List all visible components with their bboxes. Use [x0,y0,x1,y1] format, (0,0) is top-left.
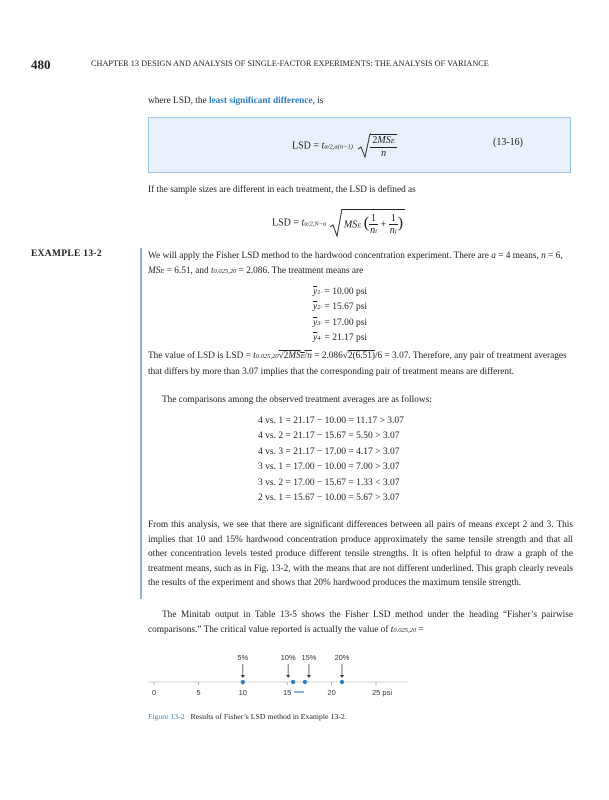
comparison-expr: 17.00 − 10.00 [293,462,347,473]
comparison-expr: 21.17 − 15.67 [293,431,347,442]
intro-term: least significant difference [208,96,313,106]
minitab-text: The Minitab output in Table 13-5 shows the Fisher LSD method under the heading “Fisher’s pairwise comparisons.” The critical value reported is actually the value of [148,610,573,635]
comparison-op: > [375,446,381,457]
comparison-lsd: 3.07 [382,462,400,473]
figure-caption-text: Results of Fisher’s LSD method in Example 13-2. [190,712,347,721]
axis-tick-label: 25 psi [372,688,393,697]
equation-lsd: LSD = tα/2,a(n−1) $\frac{\text{2MSE}}{n}$ [292,134,395,159]
lsd-value-paragraph: The value of LSD is LSD = t0.025,20√2MSE/n = 2.086√2(6.51)/6 = 3.07. Therefore, any pair of treatment averages that differs by more than 3.07 implies that the corresponding pair of treatment means are different. [148,351,567,377]
example-intro: We will apply the Fisher LSD method to the hardwood concentration experiment. There are a = 4 means, n = 6, MSE = 6.51, and t0.025,20 = 2.086. The treatment means are [148,251,563,276]
figure-caption [148,712,347,721]
group-label: 10% [280,653,296,662]
unequal-text: If the sample sizes are different in each treatment, the LSD is defined as [148,185,416,195]
example-divider [140,248,142,599]
mean-point [241,680,245,684]
intro-paragraph [148,94,573,109]
comparison-row: 3 vs. 1 = 17.00 − 10.00 = 7.00 > 3.07 [258,462,400,473]
comparison-pair: 3 vs. 2 [258,477,284,488]
comparison-pair: 2 vs. 1 [258,492,284,503]
axis-tick-label: 0 [151,688,157,697]
group-label: 5% [237,653,249,662]
mean-3: 17.00 psi [332,317,368,328]
arrow-head-icon [307,675,311,678]
comparison-op: > [379,416,385,426]
group-label: 15% [301,653,317,662]
comparison-lsd: 3.07 [382,492,400,503]
equation-lsd-unequal: LSD = tα/2,N−a MSE ( $\frac{1}{ni}$ + $\frac{1}{nj}$ ) [272,208,405,238]
comparison-pair: 3 vs. 1 [258,462,284,473]
mean-1: 10.00 psi [332,287,368,297]
comparison-pair: 4 vs. 1 [258,416,284,426]
intro-text-after: , is [312,96,324,106]
figure-caption-label: Figure 13-2 [148,712,185,721]
comparison-lsd: 3.07 [382,446,400,457]
mean-point [291,680,295,684]
axis-tick-label: 10 [238,688,247,697]
minitab-paragraph: The Minitab output in Table 13-5 shows the Fisher LSD method under the heading “Fisher’s pairwise comparisons.” The critical value reported is actually the value of t0.025,20 = [148,610,573,635]
sqrt-sign-icon [357,133,371,159]
comparisons-table [258,416,404,508]
comparison-row: 2 vs. 1 = 15.67 − 10.00 = 5.67 > 3.07 [258,492,400,503]
mean-point [340,680,344,684]
group-label: 20% [334,653,350,662]
mean-2: 15.67 psi [332,302,368,313]
comparison-expr: 21.17 − 17.00 [293,446,347,457]
intro-text-before: where LSD, the [148,96,209,106]
comparison-expr: 21.17 − 10.00 [293,416,347,426]
comparison-expr: 17.00 − 15.67 [293,477,347,488]
page-number: 480 [31,57,51,72]
comparison-lsd: 3.07 [387,416,404,426]
comparison-expr: 15.67 − 10.00 [293,492,347,503]
figure-13-2 [140,648,420,710]
comparison-op: > [375,492,381,503]
equation-lhs: LSD [292,140,311,152]
comparison-diff: 5.67 [356,492,373,503]
comparison-lsd: 3.07 [382,431,400,442]
comparison-diff: 1.33 [356,477,373,488]
comparison-row: 3 vs. 2 = 17.00 − 15.67 = 1.33 < 3.07 [258,477,400,488]
comparison-row: 4 vs. 2 = 21.17 − 15.67 = 5.50 > 3.07 [258,431,400,442]
comparison-diff: 5.50 [356,431,373,442]
chapter-title: CHAPTER 13 DESIGN AND ANALYSIS OF SINGLE-FACTOR EXPERIMENTS: THE ANALYSIS OF VARIANCE [91,59,489,68]
arrow-head-icon [340,675,344,678]
comparison-pair: 4 vs. 3 [258,446,284,457]
comparison-pair: 4 vs. 2 [258,431,284,442]
mean-4: 21.17 psi [332,333,368,344]
comparison-op: < [375,477,381,488]
conclusion-paragraph: From this analysis, we see that there are significant differences between all pairs of means except 2 and 3. This implies that 10 and 15% hardwood concentration produce approximately the same tensile strength and that all other concentration levels tested produce different tensile strengths. It is often helpful to draw a graph of the treatment means, such as in Fig. 13-2, with the means that are not different underlined. This graph clearly reveals the results of the experiment and shows that 20% hardwood produces the maximum tensile strength. [148,520,573,589]
axis-tick-label: 20 [327,688,336,697]
comparison-diff: 4.17 [356,446,373,457]
axis-tick-label: 15 [283,688,292,697]
arrow-head-icon [286,675,290,678]
example-label: EXAMPLE 13-2 [31,249,102,259]
comparison-op: > [375,431,381,442]
arrow-head-icon [241,675,245,678]
equation-number: (13-16) [493,137,523,148]
sqrt-sign-icon [329,208,343,238]
comparison-diff: 11.17 [356,416,378,426]
axis-tick-label: 5 [196,688,201,697]
comparison-op: > [375,462,381,473]
comparisons-intro: The comparisons among the observed treatment averages are as follows: [162,395,432,405]
comparison-diff: 7.00 [356,462,373,473]
mean-point [303,680,307,684]
comparison-row: 4 vs. 1 = 21.17 − 10.00 = 11.17 > 3.07 [258,416,404,426]
treatment-means: $\overline{y}1\cdot = 10.00$ psi $\overline{y}2\cdot = 15.67$ psi $\overline{y}3\cdot = 17.00$ psi $\overline{y}4\cdot = 21.17$ psi [313,287,368,344]
comparison-row: 4 vs. 3 = 21.17 − 17.00 = 4.17 > 3.07 [258,446,400,457]
comparison-lsd: 3.07 [382,477,400,488]
